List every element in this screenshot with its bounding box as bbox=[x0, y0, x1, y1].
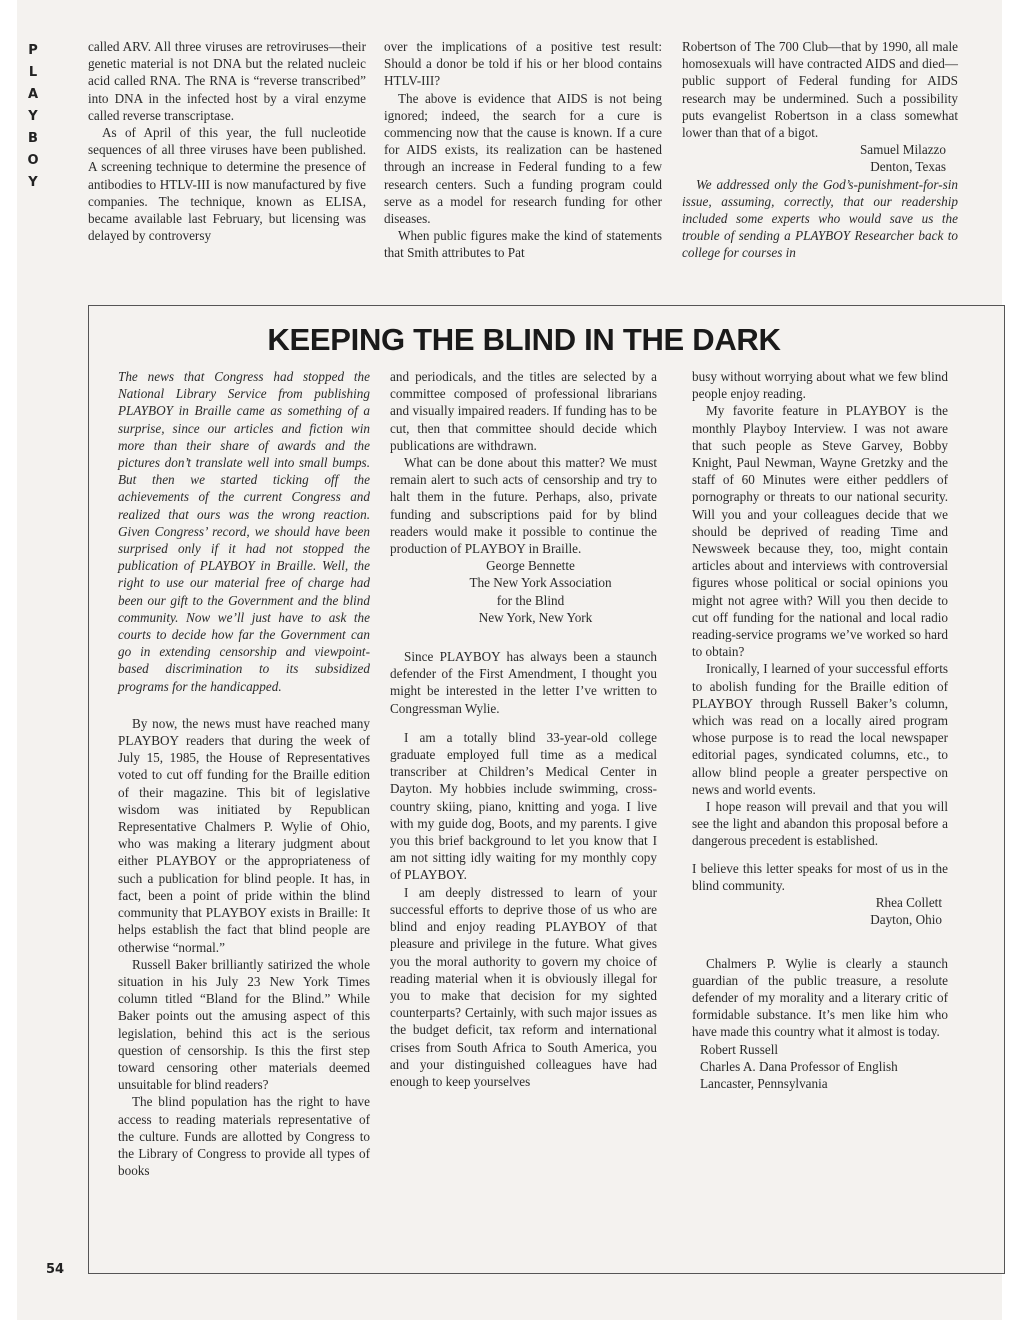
paragraph: Since PLAYBOY has always been a staunch defender of the First Amendment, I thought you might be interested in the letter I’ve written to Congressman Wylie. bbox=[390, 649, 657, 716]
box-column-2 bbox=[390, 368, 657, 1090]
side-letter: P bbox=[28, 43, 38, 58]
paragraph: The above is evidence that AIDS is not being ignored; indeed, the search for a cure is commencing now that the cause is known. If a cure for AIDS exists, its realization can be hastened through an increase in Federal funding to a few research centers. Such a funding program could serve as a model for research funding for other diseases. bbox=[384, 90, 662, 227]
signature-line: New York, New York bbox=[478, 609, 593, 625]
paragraph: By now, the news must have reached many PLAYBOY readers that during the week of July 15, 1985, the House of Representatives voted to cut off funding for the Braille edition of their magazine. This bit of legislative wisdom was initiated by Republican Representative Chalmers P. Wylie of Ohio, who was making a literary judgment about either PLAYBOY or the appropriateness of such a publication for blind people. It has, in fact, been a point of pride within the blind community that PLAYBOY exists in Braille: It helps establish the fact that blind people are otherwise “normal.” bbox=[118, 715, 370, 955]
quoted-letter: I hope reason will prevail and that you will see the light and abandon this proposal before a dangerous precedent is established. bbox=[692, 799, 948, 849]
top-column-2 bbox=[384, 38, 662, 262]
paragraph: over the implications of a positive test result: Should a donor be told if his or her blood contains HTLV-III? bbox=[384, 39, 662, 89]
signature-line: George Bennette bbox=[486, 558, 575, 574]
side-letter: B bbox=[28, 131, 38, 146]
top-column-3 bbox=[682, 38, 958, 262]
signature-line: Dayton, Ohio bbox=[870, 912, 942, 928]
side-letter: O bbox=[27, 153, 39, 168]
side-letter: A bbox=[27, 87, 39, 102]
paragraph: called ARV. All three viruses are retroviruses—their genetic material is not DNA but the related nucleic acid called RNA. The RNA is “reverse transcribed” into DNA in the infected host by a viral enzyme called reverse transcriptase. bbox=[88, 39, 366, 123]
side-letter: L bbox=[28, 65, 38, 80]
side-letter: Y bbox=[28, 109, 38, 124]
paragraph: I believe this letter speaks for most of us in the blind community. bbox=[692, 860, 948, 893]
quoted-letter: Ironically, I learned of your successful efforts to abolish funding for the Braille edition of PLAYBOY through Russell Baker’s column, which was read on a locally aired program whose purpose is to read the local newspaper editorial pages, syndicated columns, etc., to allow blind people a greater perspective on news and world events. bbox=[692, 661, 948, 797]
quoted-letter: busy without worrying about what we few blind people enjoy reading. bbox=[692, 369, 948, 402]
page-number: 54 bbox=[46, 1262, 65, 1277]
side-letter: Y bbox=[28, 175, 38, 190]
signature-line: Rhea Collett bbox=[875, 895, 942, 911]
quoted-letter: I am deeply distressed to learn of your successful efforts to deprive those of us who are blind and enjoy reading PLAYBOY of that pleasure and privilege in the future. What gives you the moral authority to govern my choice of reading material when it is obviously illegal for you to make that decision for my sighted counterparts? Certainly, with such major issues as the budget deficit, tax reform and international crises from South Africa to South America, you and your distinguished colleagues have had enough to keep yourselves bbox=[390, 884, 657, 1089]
paragraph: Russell Baker brilliantly satirized the whole situation in his July 23 New York Times column titled “Bland for the Blind.” While Baker points out the amusing aspect of this legislation, behind this act is the serious question of censorship. Is this the first step toward censoring other materials deemed unsuitable for blind readers? bbox=[118, 956, 370, 1093]
paragraph: Chalmers P. Wylie is clearly a staunch guardian of the public treasure, a resolute defender of my morality and a literary critic of formidable substance. It’s men like him who have made this country what it almost is today. bbox=[692, 955, 948, 1040]
editor-reply: We addressed only the God’s-punishment-for-sin issue, assuming, correctly, that our readership included some experts who would save us the trouble of sending a PLAYBOY Researcher back to college for courses in bbox=[682, 176, 958, 261]
signature-line: Robert Russell bbox=[700, 1041, 779, 1057]
signature-line: for the Blind bbox=[496, 592, 565, 608]
paragraph: As of April of this year, the full nucleotide sequences of all three viruses have been published. A screening technique to determine the presence of antibodies to HTLV-III is now manufactured by five companies. The technique, known as ELISA, became available last February, but licensing was delayed by controversy bbox=[88, 125, 366, 244]
top-column-1 bbox=[88, 38, 366, 244]
signature-line: Charles A. Dana Professor of English bbox=[700, 1058, 898, 1074]
magazine-side-label bbox=[22, 40, 44, 194]
signature-line: Lancaster, Pennsylvania bbox=[700, 1075, 828, 1091]
box-column-3 bbox=[692, 368, 948, 1092]
signature-line: The New York Association bbox=[469, 575, 612, 591]
quoted-letter: I am a totally blind 33-year-old college graduate employed full time as a medical transcriber at Children’s Medical Center in Dayton. My hobbies include swimming, cross-country skiing, piano, knitting and yoga. I live with my guide dog, Boots, and my parents. I give you this brief background to let you know that I am not sitting idly waiting for my monthly copy of PLAYBOY. bbox=[390, 729, 657, 883]
feature-headline: KEEPING THE BLIND IN THE DARK bbox=[267, 322, 781, 357]
box-column-1 bbox=[118, 368, 370, 1179]
paragraph: What can be done about this matter? We must remain alert to such acts of censorship and try to halt them in the future. Perhaps, also, private funding and subscriptions paid for by blind readers would make it possible to continue the production of PLAYBOY in Braille. bbox=[390, 455, 657, 557]
paragraph: Robertson of The 700 Club—that by 1990, all male homosexuals will have contracted AIDS and died—public support of Federal funding for AIDS research may be undermined. Such a possibility puts evangelist Robertson in a class somewhat lower than that of a bigot. bbox=[682, 39, 958, 141]
editor-intro: The news that Congress had stopped the National Library Service from publishing PLAYBOY in Braille came as something of a surprise, since our articles and fiction win more than their share of awards and the pictures don’t translate well into small bumps. But then we started ticking off the achievements of the current Congress and realized that ours was the wrong reaction. Given Congress’ record, we should have been surprised only if it had not stopped the publication of PLAYBOY in Braille. Well, the right to use our material free of charge had been our gift to the Government and the blind community. Now we’ll just have to ask the courts to decide how far the Government can go in extending censorship and viewpoint-based discrimination to its subsidized programs for the handicapped. bbox=[118, 369, 370, 694]
paragraph: and periodicals, and the titles are selected by a committee composed of professional librarians and visually impaired readers. If funding has to be cut, then that committee should decide which publications are withdrawn. bbox=[390, 369, 657, 453]
paragraph: When public figures make the kind of statements that Smith attributes to Pat bbox=[384, 228, 662, 261]
signature-place: Denton, Texas bbox=[870, 159, 946, 175]
quoted-letter: My favorite feature in PLAYBOY is the monthly Playboy Interview. I was not aware that such people as Steve Garvey, Bobby Knight, Paul Newman, Wayne Gretzky and the staff of 60 Minutes were either peddlers of pornography or threats to our national security. Will you and your colleagues decide that we should be deprived of reading Time and Newsweek because they, too, might contain articles about and interviews with controversial figures whose political or social opinions you might not agree with? Will you then decide to cut off funding for the national and local radio reading-service programs we’ve worked so hard to obtain? bbox=[692, 403, 948, 660]
paragraph: The blind population has the right to have access to reading materials representative of the culture. Funds are allotted by Congress to the Library of Congress to provide all types of books bbox=[118, 1094, 370, 1179]
signature-name: Samuel Milazzo bbox=[859, 142, 946, 158]
